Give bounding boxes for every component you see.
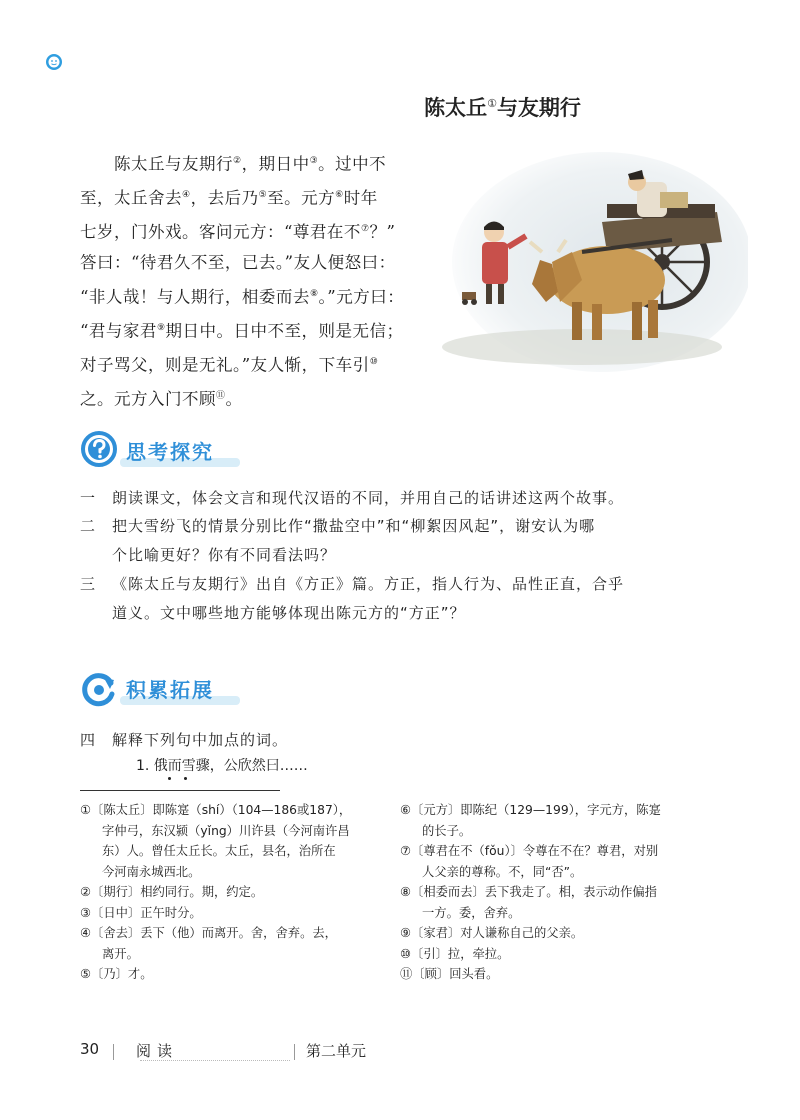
footnote-text-continued: 人父亲的尊称。不，同“否”。 [422,864,583,879]
text-line [80,313,420,347]
text-segment: 期日中。日中不至，则是无信； [165,321,404,340]
footnote-item [80,923,380,964]
text-segment: 至，太丘舍去 [80,188,182,208]
text-segment: 答曰：“待君久不至，已去。”友人便怒曰： [80,253,396,272]
story-illustration [432,152,748,380]
text-segment: ，期日中 [241,154,310,174]
text-line [80,381,420,415]
footnote-item [400,800,730,841]
text-segment: ？” [369,222,396,242]
text-line [80,279,420,313]
section-heading-think [80,430,300,470]
footnote-item [80,882,380,903]
footnote-text-continued: 一方。委，舍弃。 [422,905,521,920]
text-segment: 时年 [343,188,378,208]
page-number: 30 [80,1040,100,1058]
footnote-ref: ④ [182,190,191,200]
text-segment: 之。元方入门不顾 [80,389,216,408]
text-segment: ，去后乃 [190,188,259,208]
question-text: 解释下列句中加点的词。 [112,731,289,749]
question-4-item-1: 1. 俄而雪骤，公欣然曰…… [136,758,308,774]
footnote-text: ⑩〔引〕拉，牵拉。 [400,946,510,961]
footer-unit-name: 第二单元 [306,1042,367,1060]
footer-dotted-line [140,1060,290,1061]
footnote-item [80,800,380,882]
text-segment: “非人哉！与人期行，相委而去 [80,287,310,306]
footnote-item [80,903,380,924]
footnote-item [400,944,730,965]
footnote-text: ⑥〔元方〕即陈纪（129—199），字元方，陈寔 [400,803,661,817]
text-segment: 。”元方曰： [318,287,405,306]
footnote-ref: ② [233,156,242,166]
footnote-text-continued: 的长子。 [422,823,472,838]
footnote-text: ⑧〔相委而去〕丢下我走了。相，表示动作偏指 [400,885,657,899]
text-segment: “君与家君 [80,321,157,340]
footnote-text: ②〔期行〕相约同行。期，约定。 [80,885,264,899]
title-footnote-ref: ① [487,97,497,110]
footnote-ref: ⑩ [369,356,379,367]
footnote-ref: ⑦ [360,224,370,234]
footnote-ref: ⑤ [258,190,268,200]
footnote-item [400,964,730,985]
footnote-divider [80,790,280,791]
question-text: 把大雪纷飞的情景分别比作“撒盐空中”和“柳絮因风起”，谢安认为哪 [112,517,596,535]
footnote-text: ⑦〔尊君在不（fǒu）〕令尊在不在？尊君，对别 [400,844,659,858]
question-number: 四 [80,731,97,749]
text-segment: 。过中不 [318,154,387,174]
footnote-text: ③〔日中〕正午时分。 [80,905,202,920]
footer-divider [294,1044,295,1060]
question-text-continued: 个比喻更好？你有不同看法吗？ [112,546,337,564]
footnote-item [80,964,380,985]
footnote-text: ④〔舍去〕丢下（他）而离开。舍，舍弃。去， [80,926,337,940]
smiley-badge-icon [44,52,64,72]
footnote-ref: ③ [309,156,319,166]
section-heading-accumulate [80,668,300,708]
question-2 [80,512,720,570]
question-number: 三 [80,575,97,593]
question-number: 一 [80,489,97,507]
text-segment: 至。元方 [267,188,336,208]
footnote-text: ⑨〔家君〕对人谦称自己的父亲。 [400,926,584,940]
text-segment: 对子骂父，则是无礼。”友人惭，下车引 [80,355,370,374]
question-3 [80,570,720,628]
text-line [80,146,420,180]
footnote-item [400,923,730,944]
text-segment: 陈太丘与友期行 [80,154,233,174]
footnote-ref: ⑪ [216,390,226,401]
footnote-text-continued: 今河南永城西北。 [102,864,201,879]
footnote-item [400,841,730,882]
text-line [80,248,420,279]
lesson-title [0,92,800,122]
footnotes-left-column [80,800,380,985]
footnote-text-continued: 离开。 [102,946,139,961]
footnote-ref: ⑨ [156,322,166,333]
footer-section-name: 阅读 [136,1042,179,1060]
question-1 [80,484,720,513]
question-text: 《陈太丘与友期行》出自《方正》篇。方正，指人行为、品性正直，合乎 [112,575,625,593]
text-line [80,180,420,214]
question-number: 二 [80,517,97,535]
text-segment: 七岁，门外戏。客问元方：“尊君在不 [80,222,361,242]
footnote-text: ⑤〔乃〕才。 [80,967,153,981]
classical-text [80,146,420,415]
text-line [80,347,420,381]
footnote-ref: ⑧ [309,288,319,299]
emphasis-dot [184,777,187,780]
title-rest: 与友期行 [496,96,581,120]
footnote-text-continued: 字仲弓，东汉颍（yǐng）川许县（今河南许昌 [102,823,350,838]
footnote-ref: ⑥ [335,190,344,200]
title-main: 陈太丘 [424,96,488,120]
circular-arrow-icon [80,670,118,708]
footer-divider [113,1044,114,1060]
section-label-think: 思考探究 [126,440,214,464]
text-line [80,214,420,248]
question-text: 朗读课文，体会文言和现代汉语的不同，并用自己的话讲述这两个故事。 [112,489,625,507]
footnotes-right-column [400,800,730,985]
footnote-item [400,882,730,923]
text-segment: 。 [225,389,243,408]
footnote-text: ⑪〔顾〕回头看。 [400,967,499,981]
question-4 [80,726,720,755]
footnote-text-continued: 东）人。曾任太丘长。太丘，县名，治所在 [102,844,336,858]
question-text-continued: 道义。文中哪些地方能够体现出陈元方的“方正”？ [112,604,466,622]
question-mark-icon [80,430,118,468]
emphasis-dot [168,777,171,780]
footnote-text: ①〔陈太丘〕即陈寔（shí）（104—186或187）， [80,803,352,817]
section-label-accumulate: 积累拓展 [126,678,214,702]
